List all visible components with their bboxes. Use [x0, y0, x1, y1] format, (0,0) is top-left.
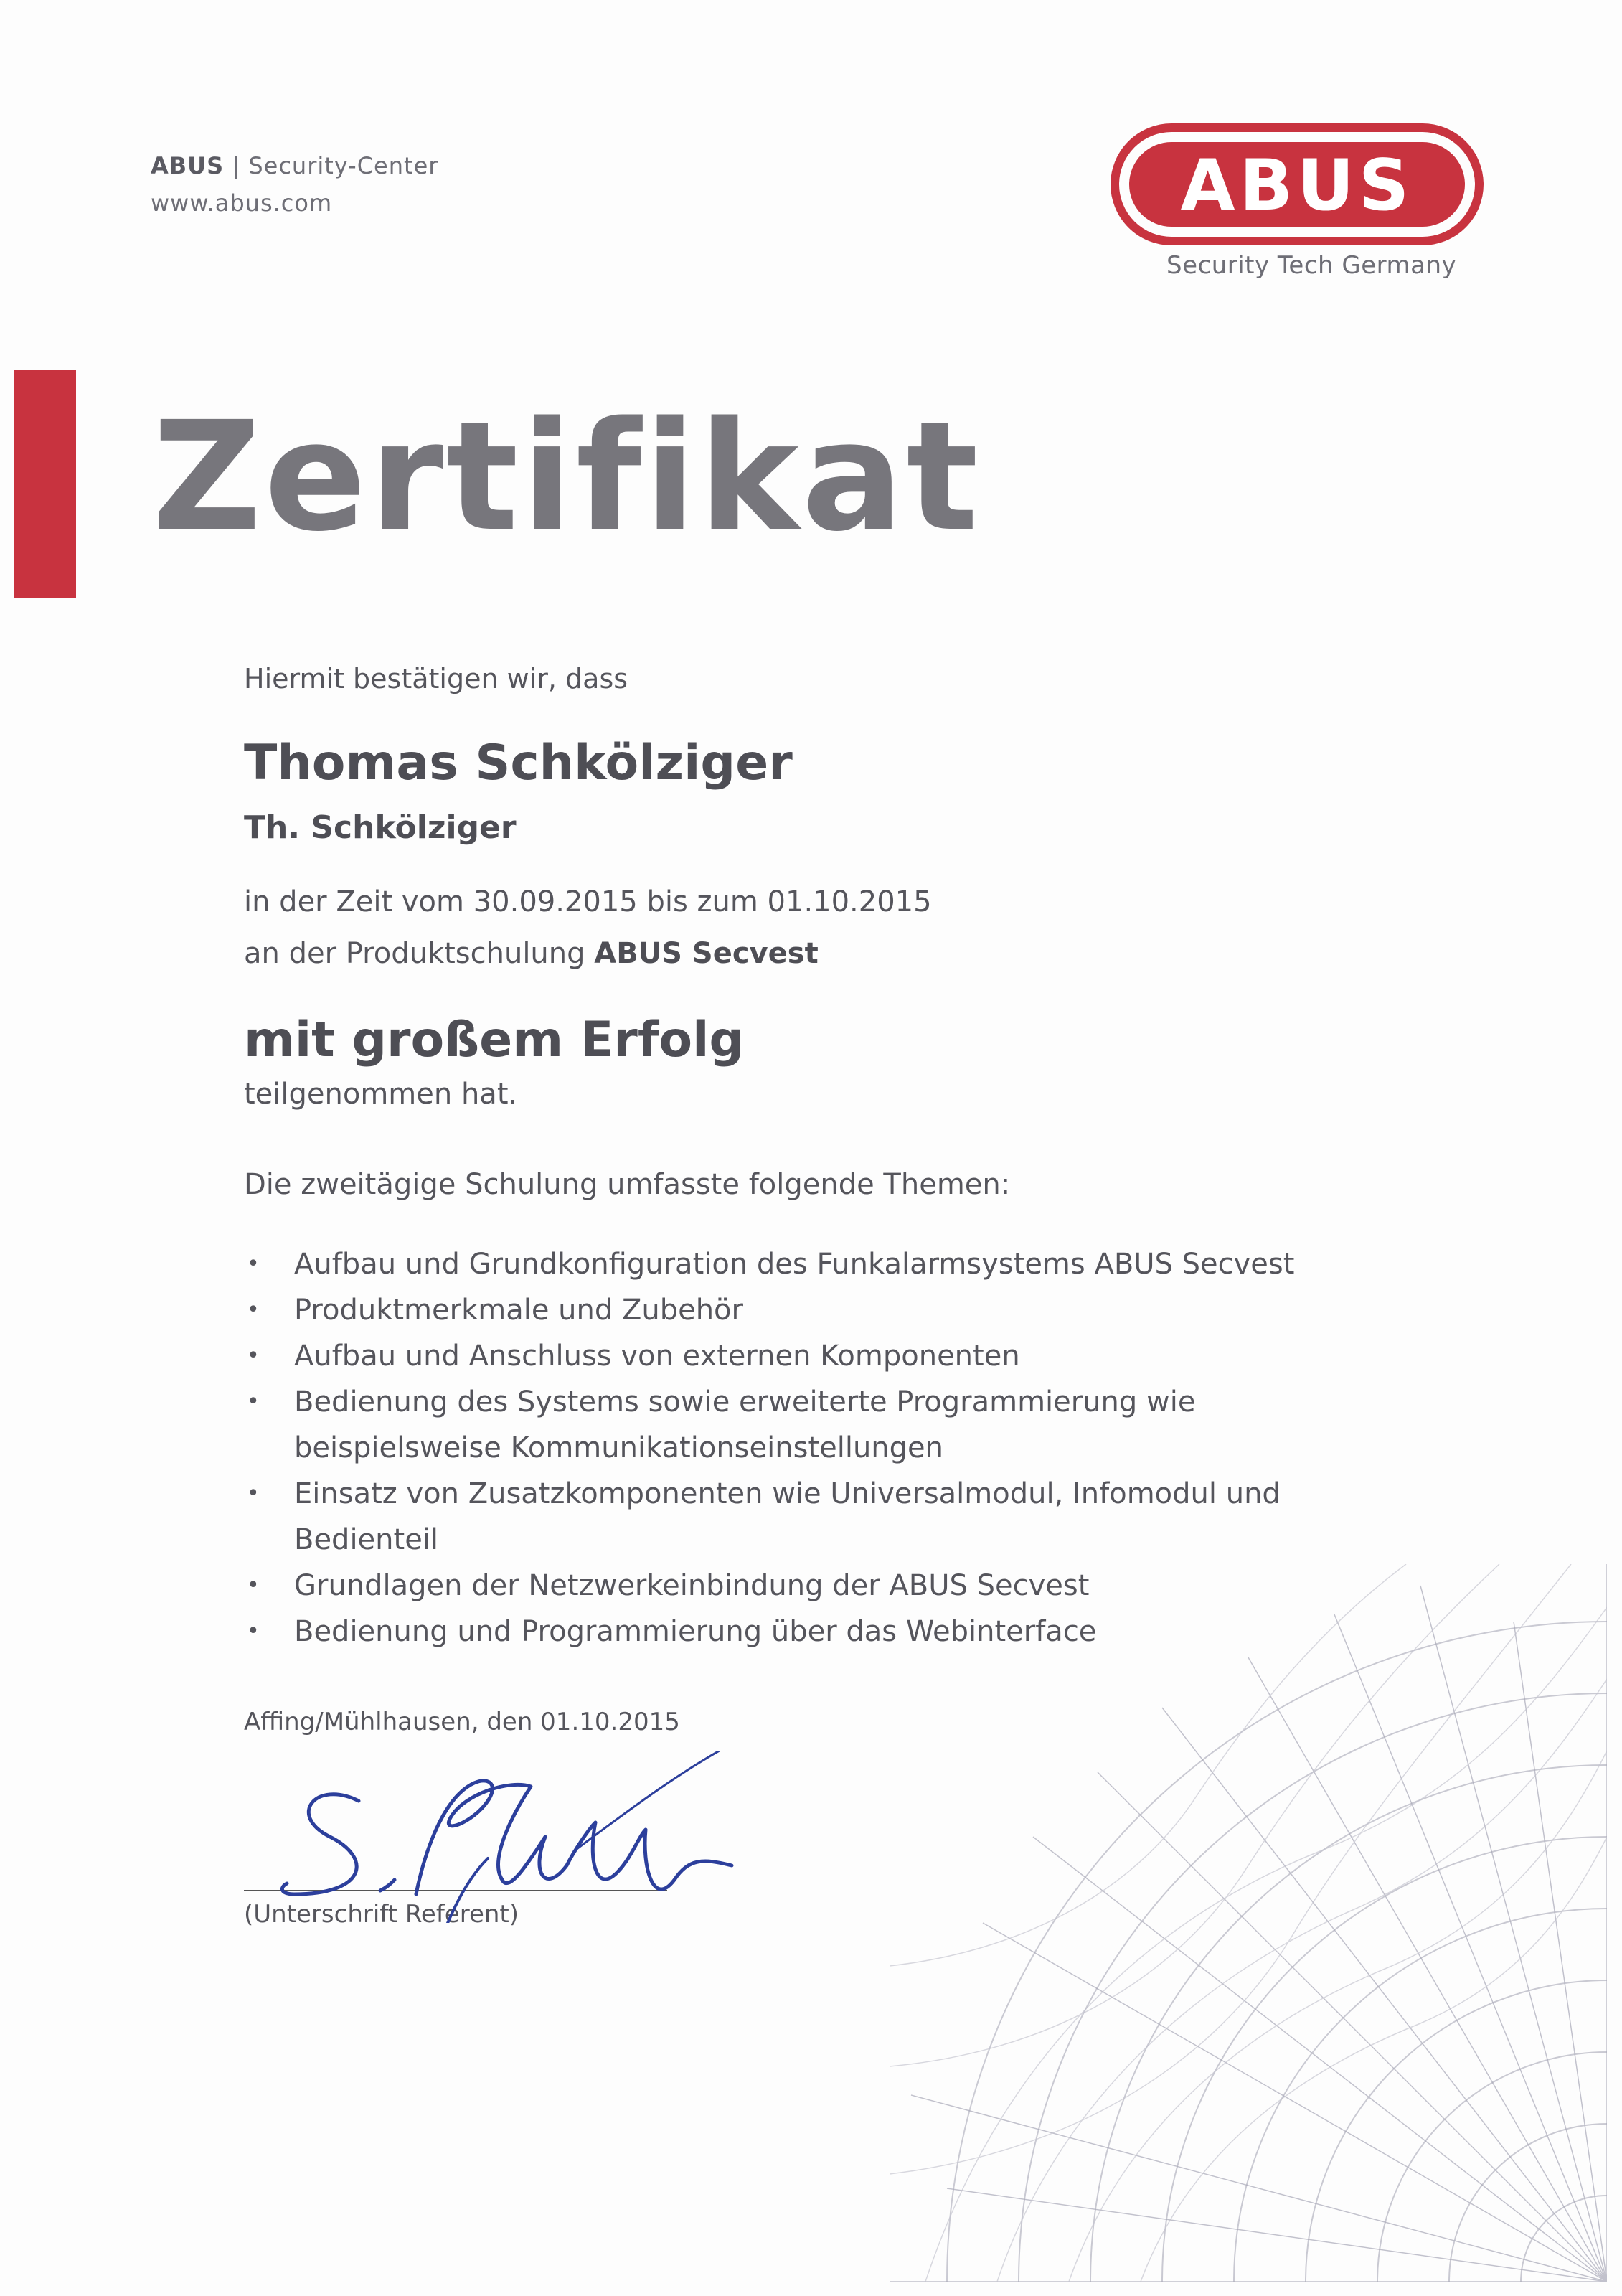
date-to: 01.10.2015: [767, 885, 932, 918]
period-middle: bis zum: [646, 885, 758, 918]
topic-item: • Bedienung des Systems sowie erweiterte Programmierung wie beispielsweise Kommunikationseinstellungen: [244, 1379, 1320, 1471]
accent-bar: [14, 370, 76, 598]
topic-item: • Produktmerkmale und Zubehör: [244, 1287, 1320, 1333]
certificate-title: Zertifikat: [152, 389, 981, 565]
brand-url: www.abus.com: [151, 189, 333, 217]
guilloche-ornament: [890, 1564, 1607, 2282]
brand-name: ABUS: [151, 152, 225, 179]
period-prefix: in der Zeit vom: [244, 885, 464, 918]
participant-name: Thomas Schkölziger: [244, 735, 793, 791]
topic-item: • Aufbau und Grundkonfiguration des Funkalarmsystems ABUS Secvest: [244, 1241, 1320, 1287]
logo-tagline: Security Tech Germany: [1166, 251, 1457, 280]
logo-wordmark: ABUS: [1180, 145, 1414, 227]
signature-label: (Unterschrift Referent): [244, 1900, 519, 1929]
brand-center: Security-Center: [248, 152, 439, 179]
topics-intro: Die zweitägige Schulung umfasste folgende Themen:: [244, 1168, 1011, 1201]
topic-item: • Grundlagen der Netzwerkeinbindung der ABUS Secvest: [244, 1563, 1320, 1609]
course-line: [244, 937, 819, 970]
topic-item: • Aufbau und Anschluss von externen Komponenten: [244, 1333, 1320, 1379]
brand-line: ABUS | Security-Center: [151, 152, 439, 179]
success-text: mit großem Erfolg: [244, 1012, 745, 1068]
participant-short-name: Th. Schkölziger: [244, 809, 517, 846]
intro-text: Hiermit bestätigen wir, dass: [244, 663, 628, 695]
place-date: Affing/Mühlhausen, den 01.10.2015: [244, 1708, 680, 1736]
date-from: 30.09.2015: [473, 885, 638, 918]
signature-scribble: [273, 1751, 760, 1923]
took-part-text: teilgenommen hat.: [244, 1078, 518, 1111]
period-line: [244, 885, 932, 918]
course-name: ABUS Secvest: [594, 937, 819, 970]
topic-item: • Einsatz von Zusatzkomponenten wie Universalmodul, Infomodul und Bedienteil: [244, 1471, 1320, 1563]
abus-logo: [1111, 123, 1484, 245]
course-prefix: an der Produktschulung: [244, 937, 585, 970]
topic-item: • Bedienung und Programmierung über das Webinterface: [244, 1609, 1320, 1655]
